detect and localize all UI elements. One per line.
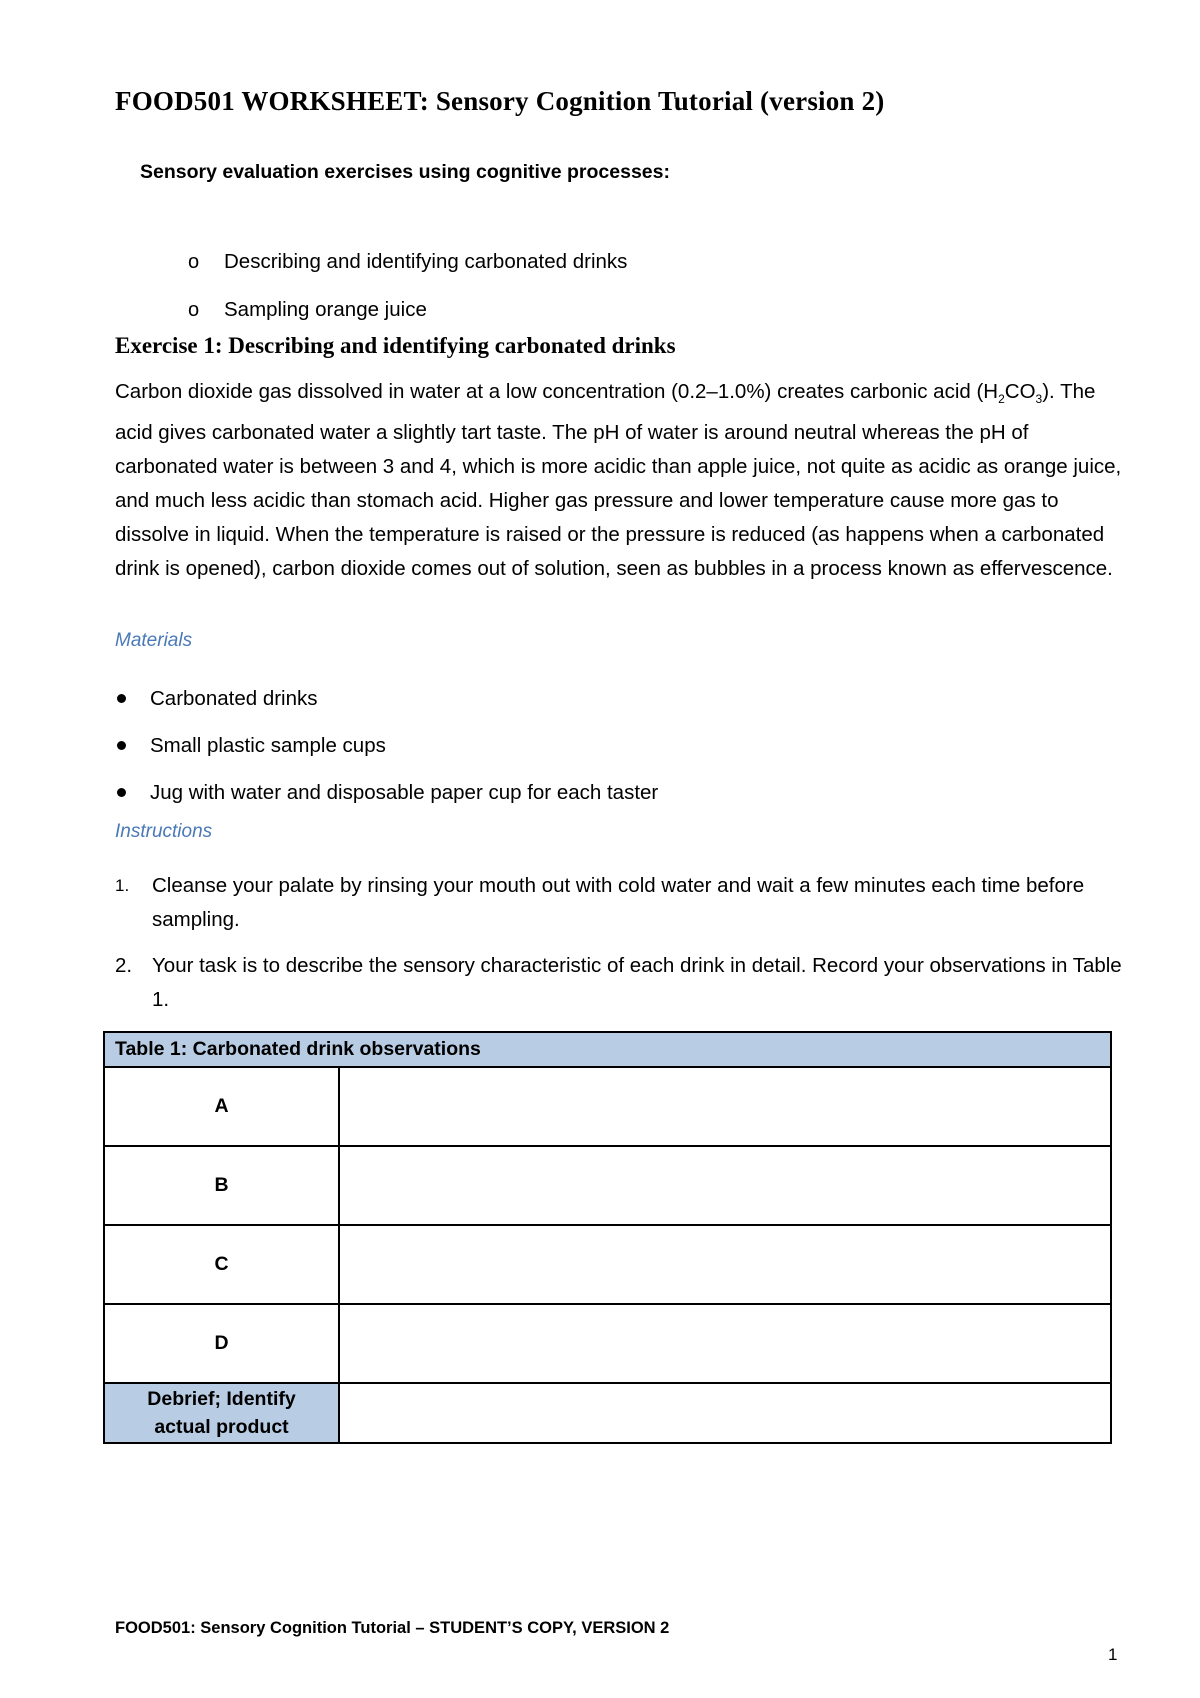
table-row [104, 1225, 1111, 1304]
bullet-icon [117, 741, 126, 750]
row-label: A [104, 1067, 339, 1146]
list-number: 1. [115, 876, 130, 895]
list-item-text: Describing and identifying carbonated drinks [224, 250, 628, 273]
bullet-icon [117, 694, 126, 703]
table-row [104, 1067, 1111, 1146]
list-item [115, 675, 658, 722]
table-header-row [104, 1032, 1111, 1067]
exercises-list [188, 238, 627, 334]
page-footer: FOOD501: Sensory Cognition Tutorial – STUDENT’S COPY, VERSION 2 [115, 1619, 670, 1637]
list-item-text: Small plastic sample cups [150, 733, 386, 757]
materials-label: Materials [115, 630, 193, 651]
subscript: 2 [998, 392, 1005, 407]
materials-list [115, 675, 658, 816]
subscript: 3 [1035, 392, 1043, 407]
list-item-text: Sampling orange juice [224, 298, 427, 321]
row-label: C [104, 1225, 339, 1304]
bullet-icon [117, 788, 126, 797]
list-item-text: Your task is to describe the sensory characteristic of each drink in detail. Record your observations in Table 1. [152, 954, 1122, 1011]
observation-cell[interactable] [339, 1067, 1111, 1146]
debrief-label-line: actual product [154, 1416, 289, 1438]
circle-bullet-icon: o [188, 298, 200, 321]
row-label: B [104, 1146, 339, 1225]
intro-paragraph [115, 375, 1125, 586]
page-title: FOOD501 WORKSHEET: Sensory Cognition Tutorial (version 2) [115, 86, 885, 116]
list-item [188, 286, 627, 334]
list-item-text: Jug with water and disposable paper cup for each taster [150, 780, 659, 804]
list-item [115, 949, 1130, 1017]
observation-cell[interactable] [339, 1146, 1111, 1225]
list-number: 2. [115, 954, 133, 977]
circle-bullet-icon: o [188, 250, 200, 273]
paragraph-text: CO [1004, 380, 1036, 403]
table-caption: Table 1: Carbonated drink observations [104, 1032, 1111, 1067]
debrief-cell[interactable] [339, 1383, 1111, 1443]
observation-cell[interactable] [339, 1304, 1111, 1383]
paragraph-text: Carbon dioxide gas dissolved in water at a low concentration (0.2–1.0%) creates carbonic acid (H [115, 380, 999, 403]
subtitle: Sensory evaluation exercises using cognitive processes: [140, 161, 670, 183]
instructions-list [115, 869, 1130, 1029]
list-item [188, 238, 627, 286]
table-row [104, 1146, 1111, 1225]
debrief-label [104, 1383, 339, 1443]
observations-table [103, 1031, 1112, 1444]
list-item [115, 722, 658, 769]
table-row [104, 1304, 1111, 1383]
list-item-text: Carbonated drinks [150, 686, 318, 710]
paragraph-text: ). The acid gives carbonated water a slightly tart taste. The pH of water is around neutral whereas the pH of carbonated water is between 3 and 4, which is more acidic than apple juice, not quite as acidic as orange juice, and much less acidic than stomach acid. Higher gas pressure and lower temperature cause more gas to dissolve in liquid. When the temperature is raised or the pressure is reduced (as happens when a carbonated drink is opened), carbon dioxide comes out of solution, seen as bubbles in a process known as effervescence. [115, 380, 1122, 581]
list-item-text: Cleanse your palate by rinsing your mouth out with cold water and wait a few minutes each time before sampling. [152, 874, 1085, 931]
debrief-label-line: Debrief; Identify [147, 1388, 296, 1410]
page-number: 1 [1108, 1645, 1118, 1664]
exercise-heading: Exercise 1: Describing and identifying carbonated drinks [115, 333, 676, 358]
list-item [115, 869, 1130, 937]
list-item [115, 769, 658, 816]
observation-cell[interactable] [339, 1225, 1111, 1304]
row-label: D [104, 1304, 339, 1383]
debrief-row [104, 1383, 1111, 1443]
instructions-label: Instructions [115, 821, 213, 842]
